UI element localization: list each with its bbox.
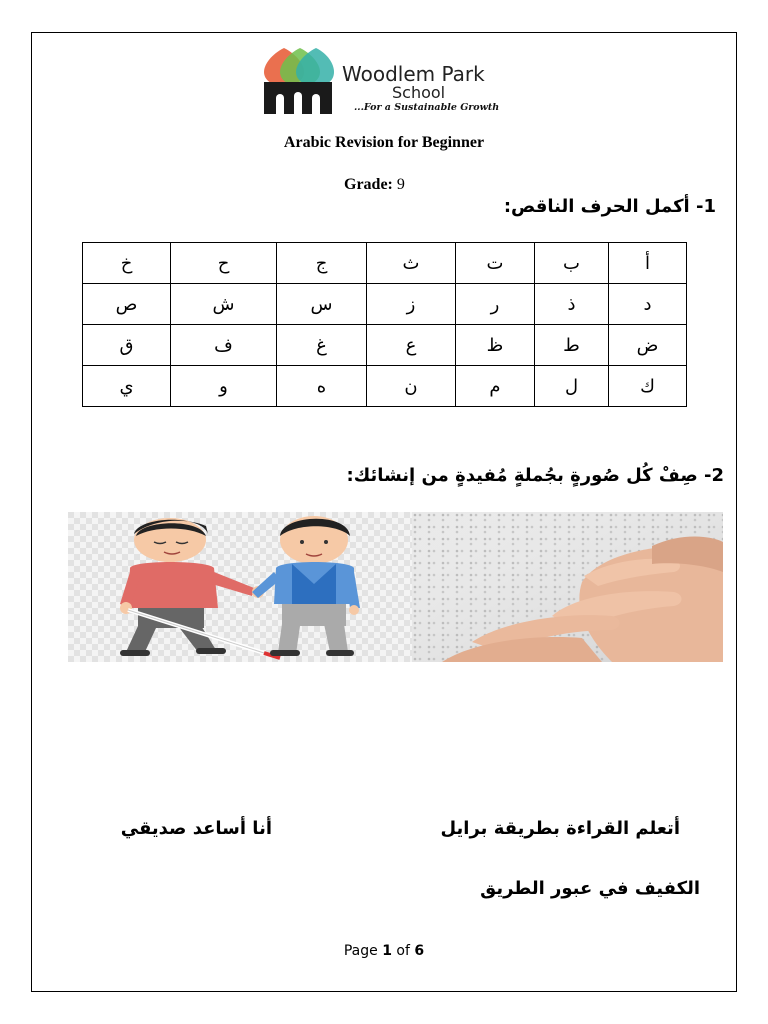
page-of: of <box>396 943 410 959</box>
page-prefix: Page <box>343 943 378 959</box>
letter-cell: أ <box>609 243 687 284</box>
letter-cell: ت <box>456 243 535 284</box>
caption-helping-friend: أنا أساعد صديقي <box>120 818 272 839</box>
letter-cell: و <box>171 366 277 407</box>
letter-cell: ف <box>171 325 277 366</box>
letter-cell: ح <box>171 243 277 284</box>
letter-cell: غ <box>277 325 367 366</box>
grade-line <box>344 176 405 194</box>
letter-cell: د <box>609 284 687 325</box>
letter-cell: س <box>277 284 367 325</box>
boy-helping-blind-friend-illustration <box>68 512 412 662</box>
question-2-heading: 2- صِفْ كُل صُورةٍ بجُملةٍ مُفيدةٍ من إنشائك: <box>346 465 724 486</box>
table-row <box>83 366 687 407</box>
letter-cell: ظ <box>456 325 535 366</box>
table-row <box>83 243 687 284</box>
table-row <box>83 284 687 325</box>
letter-cell: ه <box>277 366 367 407</box>
letter-cell: ر <box>456 284 535 325</box>
table-row <box>83 325 687 366</box>
letter-cell: ب <box>535 243 609 284</box>
page-footer <box>0 943 768 959</box>
letter-cell: ك <box>609 366 687 407</box>
hands-reading-braille-photo <box>412 512 723 662</box>
school-logo <box>262 46 522 116</box>
grade-label: Grade: <box>344 176 393 193</box>
caption-blind-crossing: الكفيف في عبور الطريق <box>480 878 700 899</box>
document-title: Arabic Revision for Beginner <box>283 134 485 151</box>
letter-cell: ل <box>535 366 609 407</box>
letter-cell: ن <box>367 366 456 407</box>
letter-cell: خ <box>83 243 171 284</box>
letter-cell: ص <box>83 284 171 325</box>
letter-cell: م <box>456 366 535 407</box>
letter-cell: ي <box>83 366 171 407</box>
letter-cell: ض <box>609 325 687 366</box>
letters-table <box>82 242 687 407</box>
school-name: Woodlem Park <box>342 62 485 86</box>
letter-cell: ج <box>277 243 367 284</box>
letter-cell: ذ <box>535 284 609 325</box>
letter-cell: ط <box>535 325 609 366</box>
school-tagline: ...For a Sustainable Growth <box>354 102 500 113</box>
letter-cell: ز <box>367 284 456 325</box>
letter-cell: ع <box>367 325 456 366</box>
caption-braille: أتعلم القراءة بطريقة برايل <box>440 818 680 839</box>
letter-cell: ش <box>171 284 277 325</box>
grade-value: 9 <box>396 176 405 193</box>
letter-cell: ق <box>83 325 171 366</box>
page-current: 1 <box>382 943 392 959</box>
page-total: 6 <box>414 943 425 959</box>
logo-icon <box>262 46 342 116</box>
letter-cell: ث <box>367 243 456 284</box>
school-sub: School <box>392 83 446 102</box>
question-1-heading: 1- أكمل الحرف الناقص: <box>503 196 716 217</box>
